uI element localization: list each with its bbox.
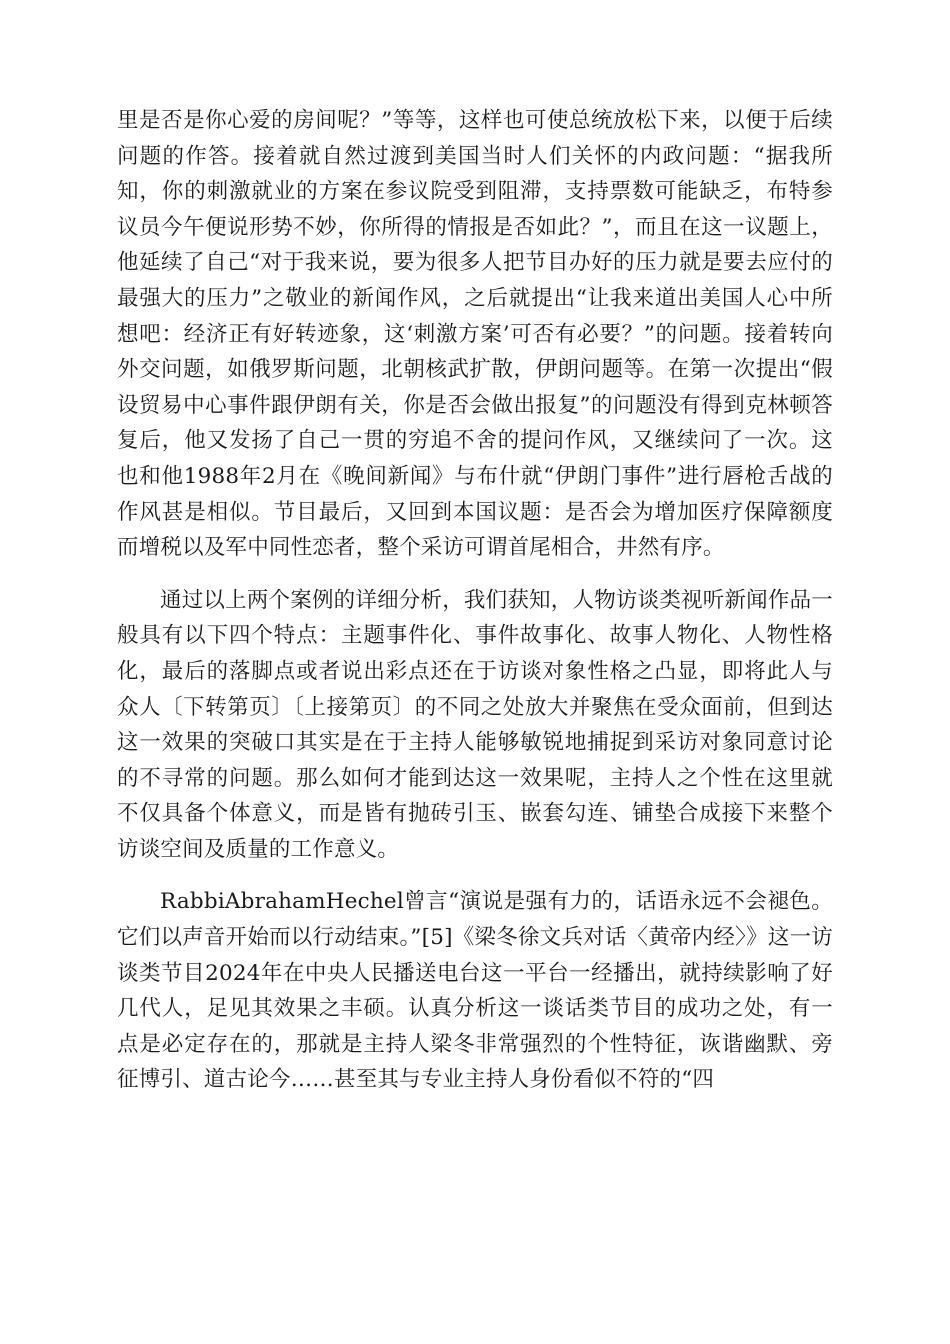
paragraph-1: 里是否是你心爱的房间呢？”等等，这样也可使总统放松下来，以便于后续问题的作答。接着就自然过渡到美国当时人们关怀的内政问题：“据我所知，你的刺激就业的方案在参议院受到阻滞，支持票数可能缺乏，布特参议员今午便说形势不妙，你所得的情报是否如此？”，而且在这一议题上，他延续了自己“对于我来说，要为很多人把节目办好的压力就是要去应付的最强大的压力”之敬业的新闻作风，之后就提出“让我来道出美国人心中所想吧：经济正有好转迹象，这‘刺激方案’可否有必要？”的问题。接着转向外交问题，如俄罗斯问题，北朝核武扩散，伊朗问题等。在第一次提出“假设贸易中心事件跟伊朗有关，你是否会做出报复”的问题没有得到克林顿答复后，他又发扬了自己一贯的穷追不舍的提问作风，又继续问了一次。这也和他1988年2月在《晚间新闻》与布什就“伊朗门事件”进行唇枪舌战的作风甚是相似。节目最后，又回到本国议题：是否会为增加医疗保障额度而增税以及军中同性恋者，整个采访可谓首尾相合，井然有序。 bbox=[117, 108, 833, 561]
paragraph-gap bbox=[117, 867, 833, 884]
paragraph-3: RabbiAbrahamHechel曾言“演说是强有力的，话语永远不会褪色。它们以声音开始而以行动结束。”[5]《梁冬徐文兵对话〈黄帝内经〉》这一访谈类节目2024年在中央人民播送电台这一平台一经播出，就持续影响了好几代人，足见其效果之丰硕。认真分析这一谈话类节目的成功之处，有一点是必定存在的，那就是主持人梁冬非常强烈的个性特征，诙谐幽默、旁征博引、道古论今……甚至其与专业主持人身份看似不符的“四 bbox=[117, 889, 833, 1093]
paragraph-2: 通过以上两个案例的详细分析，我们获知，人物访谈类视听新闻作品一般具有以下四个特点：主题事件化、事件故事化、故事人物化、人物性格化，最后的落脚点或者说出彩点还在于访谈对象性格之凸显，即将此人与众人〔下转第页〕〔上接第页〕的不同之处放大并聚焦在受众面前，但到达这一效果的突破口其实是在于主持人能够敏锐地捕捉到采访对象同意讨论的不寻常的问题。那么如何才能到达这一效果呢，主持人之个性在这里就不仅具备个体意义，而是皆有抛砖引玉、嵌套勾连、铺垫合成接下来整个访谈空间及质量的工作意义。 bbox=[117, 587, 833, 862]
paragraph-gap bbox=[117, 566, 833, 583]
document-page bbox=[117, 103, 833, 1098]
